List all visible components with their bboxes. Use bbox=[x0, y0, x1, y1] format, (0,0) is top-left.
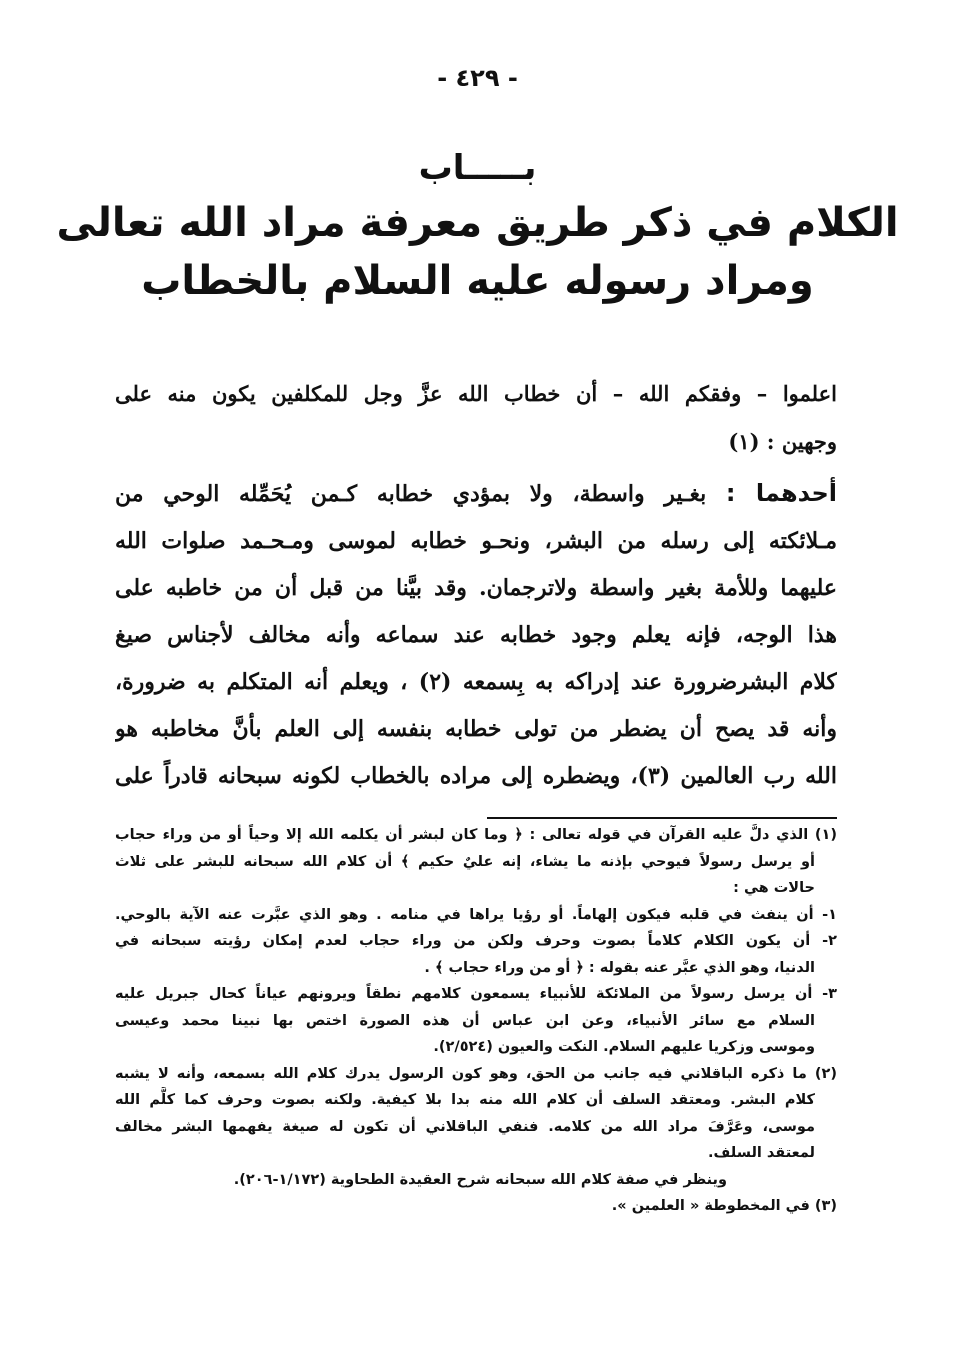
main-line-first-rest: بغـير واسطة، ولا بمؤدي خطابه كـمن يُحَمِّله الوحي من bbox=[115, 481, 707, 507]
main-line: مـلائكته إلى رسله من البشر، ونحـو خطابه لموسى ومـحـمد صلوات الله bbox=[115, 528, 837, 554]
footnote-line: ٣- أن يرسل رسولاً من الملائكة للأنبياء يسمعون كلامهم نطقاً ويرونهم عياناً كحال جبريل عليه bbox=[115, 986, 837, 1002]
chapter-heading: بـــــاب bbox=[418, 148, 537, 188]
chapter-title-line-2: ومراد رسوله عليه السلام بالخطاب bbox=[141, 258, 814, 304]
main-paragraph bbox=[115, 470, 837, 800]
main-line: الله رب العالمين (٣)، ويضطره إلى مراده بالخطاب لكونه سبحانه قادراً على bbox=[115, 763, 837, 789]
page-number: - ٤٢٩ - bbox=[437, 64, 518, 92]
footnote-line: (١) الذي دلَّ عليه القرآن في قوله تعالى : ﴿ وما كان لبشر أن يكلمه الله إلا وحياً أو من وراء حجاب bbox=[115, 827, 837, 843]
intro-line: اعلموا – وفقكم الله – أن خطاب الله عزَّ وجل للمكلفين يكون منه على bbox=[115, 381, 837, 406]
main-line: وأنه قد يصح أن يضطر من تولى خطابه بنفسه إلى العلم بأنَّ مخاطبه هو bbox=[115, 716, 837, 742]
footnote-line: أو يرسل رسولاً فيوحي بإذنه ما يشاء، إنه عليٌ حكيم ﴾ أن كلام الله سبحانه للبشر على ثلاث bbox=[115, 853, 815, 870]
intro-paragraph bbox=[115, 370, 837, 466]
footnote-line: موسى، وعَرَّفَ مراد الله من كلامه. فنفي الباقلاني أن تكون له صيغة يفهمها البشر مخالف bbox=[115, 1118, 815, 1135]
main-line: كلام البشرضرورة عند إدراكه به بِسمعه (٢) ، ويعلم أنه المتكلم به ضرورة، bbox=[115, 669, 837, 695]
footnote-line: السلام مع سائر الأنبياء، وعن ابن عباس أن هذه الصورة اختص بها نبينا محمد وعيسى bbox=[115, 1012, 815, 1029]
lead-word: أحدهما : bbox=[725, 479, 837, 507]
chapter-title-line-1: الكلام في ذكر طريق معرفة مراد الله تعالى bbox=[56, 200, 899, 246]
footnote-line: ١- أن ينفث في قلبه فيكون إلهاماً. أو رؤيا يراها في منامه . وهو الذي عبَّرت عنه الآية بالوحي. bbox=[115, 906, 837, 923]
footnote-line: ٢- أن يكون الكلام كلاماً بصوت وحرف ولكن من وراء حجاب لعدم إمكان رؤيته سبحانه في bbox=[115, 933, 837, 949]
footnote-line: وينظر في صفة كلام الله سبحانه شرح العقيدة الطحاوية (١/١٧٢-٢٠٦). bbox=[233, 1171, 727, 1188]
footnote-divider bbox=[487, 817, 837, 819]
main-line: هذا الوجه، فإنه يعلم وجود خطابه عند سماعه وأنه مخالف لأجناس صيغ bbox=[115, 622, 837, 648]
footnote-line: كلام البشر. ومعتقد السلف أن كلام الله منه بدا بلا كيفية. ولكنه بصوت وحرف كما كلَّم الله bbox=[115, 1092, 815, 1108]
footnote-line: الدنيا، وهو الذي عبَّر عنه بقوله : ﴿ أو من وراء حجاب ﴾ . bbox=[424, 959, 815, 976]
footnote-line: وموسى وزكريا عليهم السلام. النكت والعيون (٢/٥٢٤). bbox=[433, 1039, 815, 1055]
footnote-line: (٢) ما ذكره الباقلاني فيه جانب من الحق، وهو كون الرسول يدرك كلام الله بسمعه، وأنه لا يشبه bbox=[115, 1065, 837, 1082]
footnote-line: (٣) في المخطوطة « العلمين ». bbox=[611, 1198, 837, 1214]
intro-line: وجهين : (١) bbox=[728, 429, 837, 454]
main-line: عليهما وللأمة بغير واسطة ولاترجمان. وقد بيَّنا من قبل أن من خاطبه على bbox=[115, 575, 837, 601]
main-line-first bbox=[115, 470, 837, 518]
footnotes bbox=[115, 822, 837, 1220]
footnote-line: لمعتقد السلف. bbox=[708, 1145, 815, 1161]
footnote-line: حالات هي : bbox=[733, 880, 815, 896]
